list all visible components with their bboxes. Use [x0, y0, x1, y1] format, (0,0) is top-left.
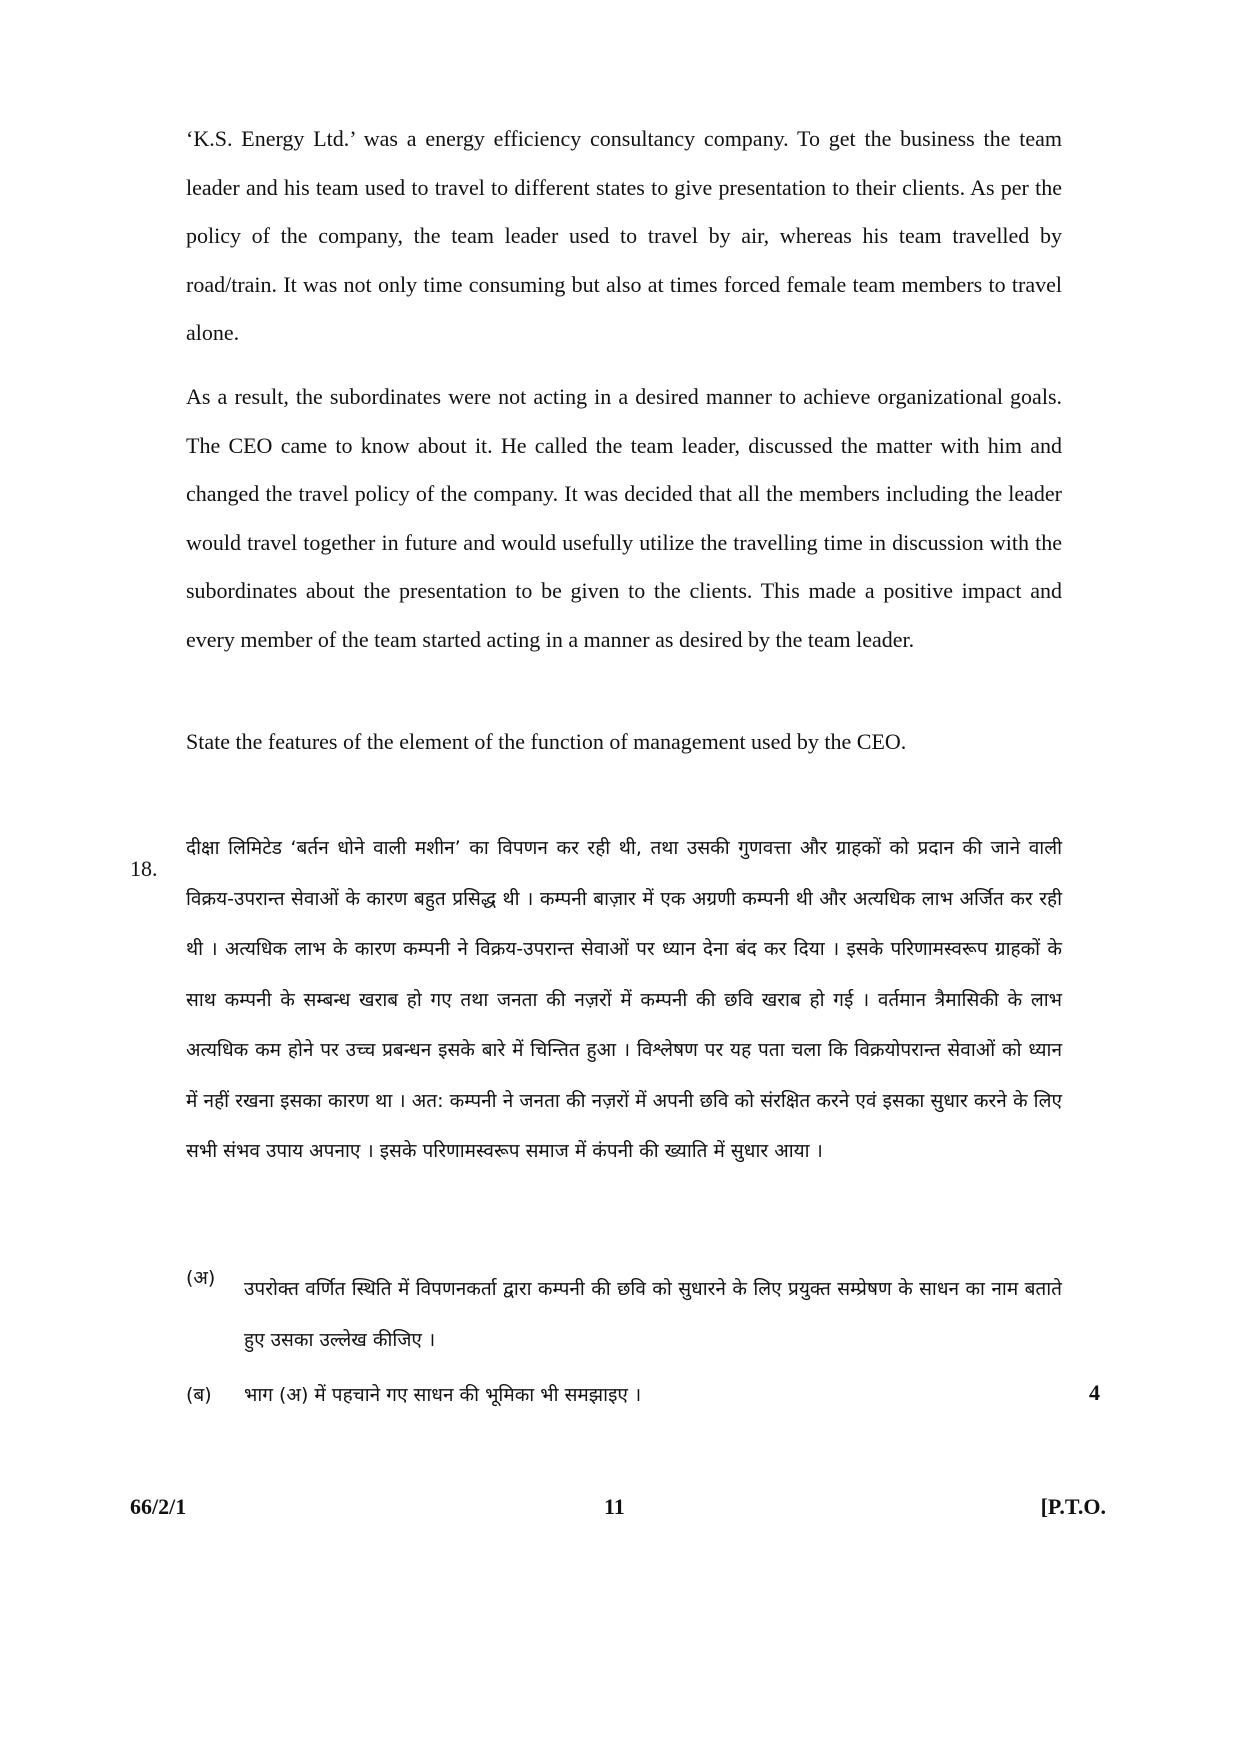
question-18-text: दीक्षा लिमिटेड ‘बर्तन धोने वाली मशीन’ का विपणन कर रही थी, तथा उसकी गुणवत्ता और ग्राहकों को प्रदान की जाने वाली विक्रय-उपरान्त सेवाओं के कारण बहुत प्रसिद्ध थी । कम्पनी बाज़ार में एक अग्रणी कम्पनी थी और अत्यधिक लाभ अर्जित कर रही थी । अत्यधिक लाभ के कारण कम्पनी ने विक्रय-उपरान्त सेवाओं पर ध्यान देना बंद कर दिया । इसके परिणामस्वरूप ग्राहकों के साथ कम्पनी के सम्बन्ध खराब हो गए तथा जनता की नज़रों में कम्पनी की छवि खराब हो गई । वर्तमान त्रैमासिकी के लाभ अत्यधिक कम होने पर उच्च प्रबन्धन इसके बारे में चिन्तित हुआ । विश्लेषण पर यह पता चला कि विक्रयोपरान्त सेवाओं को ध्यान में नहीं रखना इसका कारण था । अत: कम्पनी ने जनता की नज़रों में अपनी छवि को संरक्षित करने एवं इसका सुधार करने के लिए सभी संभव उपाय अपनाए । इसके परिणामस्वरूप समाज में कंपनी की ख्याति में सुधार आया ।: [186, 837, 1062, 1162]
case-paragraph-2: As a result, the subordinates were not acting in a desired manner to achieve organizational goals. The CEO came to know about it. He called the team leader, discussed the matter with him and changed the travel policy of the company. It was decided that all the members including the leader would travel together in future and would usefully utilize the travelling time in discussion with the subordinates about the presentation to be given to the clients. This made a positive impact and every member of the team started acting in a manner as desired by the team leader.: [186, 384, 1062, 652]
case-question: State the features of the element of the function of management used by the CEO.: [186, 729, 907, 754]
please-turn-over: [P.T.O.: [1040, 1494, 1106, 1519]
paper-code: 66/2/1: [130, 1494, 187, 1519]
part-b-label: (ब): [186, 1384, 212, 1406]
marks: 4: [1089, 1380, 1100, 1405]
case-paragraph-1: ‘K.S. Energy Ltd.’ was a energy efficiency consultancy company. To get the business the team leader and his team used to travel to different states to give presentation to their clients. As per the policy of the company, the team leader used to travel by air, whereas his team travelled by road/train. It was not only time consuming but also at times forced female team members to travel alone.: [186, 126, 1062, 346]
question-number: 18.: [130, 856, 158, 881]
part-b-text: भाग (अ) में पहचाने गए साधन की भूमिका भी समझाइए ।: [244, 1384, 642, 1406]
page-number: 11: [604, 1494, 625, 1519]
part-a-label: (अ): [186, 1267, 216, 1289]
part-a-text: उपरोक्त वर्णित स्थिति में विपणनकर्ता द्वारा कम्पनी की छवि को सुधारने के लिए प्रयुक्त सम्प्रेषण के साधन का नाम बताते हुए उसका उल्लेख कीजिए ।: [244, 1278, 1062, 1351]
